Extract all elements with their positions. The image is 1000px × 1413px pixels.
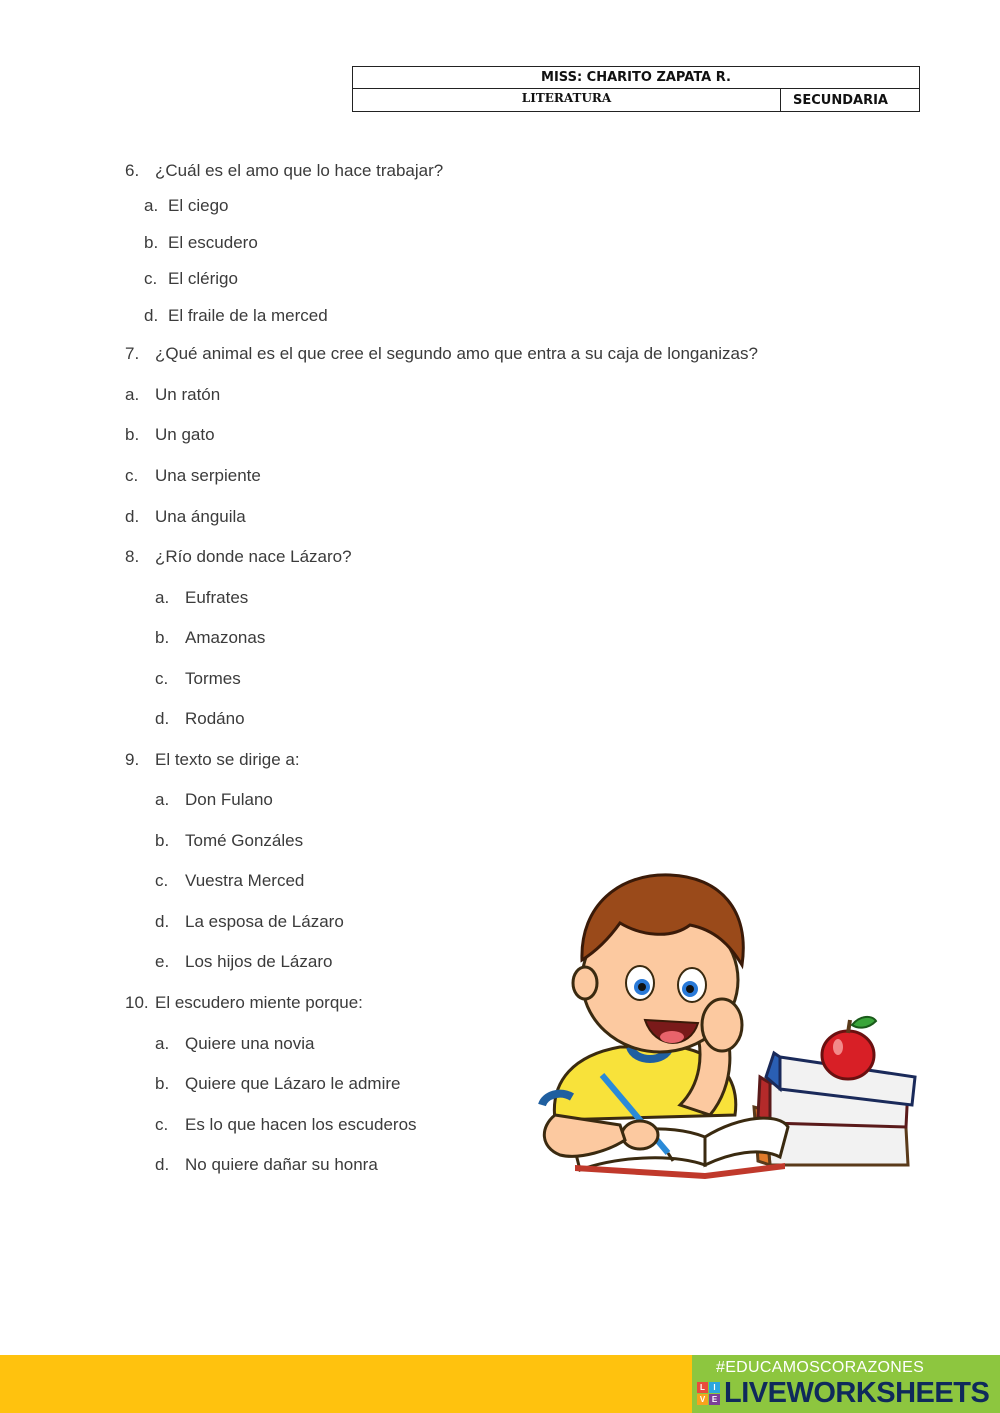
option-9d[interactable]: d. La esposa de Lázaro	[155, 912, 344, 931]
option-9c[interactable]: c. Vuestra Merced	[155, 871, 305, 890]
subject-label: LITERATURA	[353, 89, 781, 111]
option-8d[interactable]: d. Rodáno	[155, 709, 245, 728]
question-number: 9.	[125, 750, 140, 769]
question-number: 8.	[125, 547, 140, 566]
question-10	[125, 993, 363, 1013]
option-9b[interactable]: b. Tomé Gonzáles	[155, 831, 304, 850]
live-logo-icon: L I V E	[697, 1382, 721, 1406]
question-text: ¿Río donde nace Lázaro?	[155, 547, 352, 566]
option-9e[interactable]: e. Los hijos de Lázaro	[155, 952, 333, 971]
option-10b[interactable]: b. Quiere que Lázaro le admire	[155, 1074, 401, 1093]
question-number: 10.	[125, 993, 149, 1012]
question-text: ¿Qué animal es el que cree el segundo amo que entra a su caja de longanizas?	[155, 344, 758, 363]
hashtag-label: #EDUCAMOSCORAZONES	[716, 1359, 925, 1376]
option-6a[interactable]: a. El ciego	[144, 196, 229, 215]
apple-icon	[822, 1017, 876, 1079]
option-8b[interactable]: b. Amazonas	[155, 628, 266, 647]
brand-name[interactable]: LIVEWORKSHEETS	[724, 1377, 990, 1409]
question-6	[125, 161, 443, 181]
question-number: 7.	[125, 344, 140, 363]
question-9	[125, 750, 300, 770]
question-8	[125, 547, 352, 567]
option-10a[interactable]: a. Quiere una novia	[155, 1034, 315, 1053]
question-number: 6.	[125, 161, 140, 180]
teacher-name: MISS: CHARITO ZAPATA R.	[353, 67, 919, 89]
level-label: SECUNDARIA	[793, 93, 888, 108]
option-9a[interactable]: a. Don Fulano	[155, 790, 273, 809]
option-6d[interactable]: d. El fraile de la merced	[144, 306, 328, 325]
question-text: ¿Cuál es el amo que lo hace trabajar?	[155, 161, 444, 180]
option-6b[interactable]: b. El escudero	[144, 233, 258, 252]
option-7a[interactable]: a. Un ratón	[125, 385, 221, 404]
option-10d[interactable]: d. No quiere dañar su honra	[155, 1155, 378, 1174]
option-8a[interactable]: a. Eufrates	[155, 588, 249, 607]
option-8c[interactable]: c. Tormes	[155, 669, 241, 688]
option-6c[interactable]: c. El clérigo	[144, 269, 238, 288]
option-7c[interactable]: c. Una serpiente	[125, 466, 261, 485]
header-table	[352, 66, 920, 112]
option-7b[interactable]: b. Un gato	[125, 425, 215, 444]
question-7	[125, 344, 758, 364]
question-text: El escudero miente porque:	[155, 993, 363, 1012]
boy-reading-books-apple-illustration	[530, 865, 920, 1180]
question-text: El texto se dirige a:	[155, 750, 300, 769]
option-7d[interactable]: d. Una ánguila	[125, 507, 246, 526]
option-10c[interactable]: c. Es lo que hacen los escuderos	[155, 1115, 417, 1134]
